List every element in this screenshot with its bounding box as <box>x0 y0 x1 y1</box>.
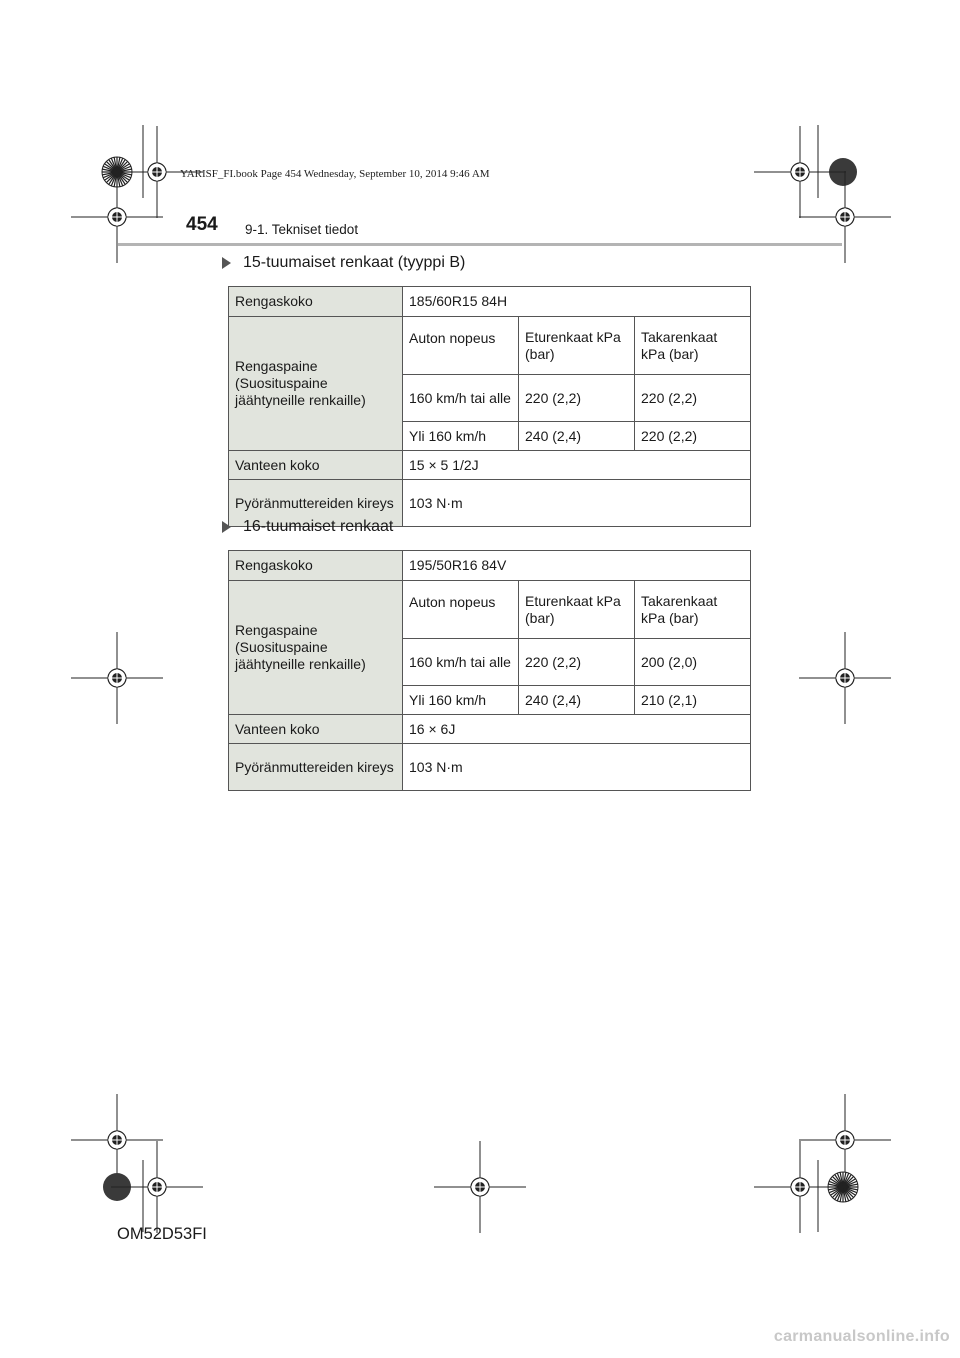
section-title: 9-1. Tekniset tiedot <box>245 222 359 237</box>
table-row <box>229 581 751 639</box>
rim-size-label: Vanteen koko <box>229 451 403 480</box>
rear-header: Takarenkaat kPa (bar) <box>635 317 751 375</box>
site-watermark: carmanualsonline.info <box>773 1328 950 1345</box>
speed-header: Auton nopeus <box>403 317 519 375</box>
speed-cell: Yli 160 km/h <box>403 422 519 451</box>
torque-value: 103 N·m <box>403 480 751 527</box>
heading-16-inch <box>222 518 393 536</box>
rim-size-label: Vanteen koko <box>229 715 403 744</box>
tire-table-16 <box>228 550 751 791</box>
tire-size-label: Rengaskoko <box>229 551 403 581</box>
heading-text: 16-tuumaiset renkaat <box>243 518 394 535</box>
table-row <box>229 744 751 791</box>
heading-text: 15-tuumaiset renkaat (tyyppi B) <box>243 254 466 271</box>
page-number: 454 <box>186 214 218 235</box>
book-info: YARISF_FI.book Page 454 Wednesday, September 10, 2014 9:46 AM <box>180 168 490 180</box>
tire-table-15 <box>228 286 751 527</box>
table-row <box>229 715 751 744</box>
rear-pressure-cell: 200 (2,0) <box>635 639 751 686</box>
tire-size-value: 195/50R16 84V <box>403 551 751 581</box>
speed-header: Auton nopeus <box>403 581 519 639</box>
front-pressure-cell: 240 (2,4) <box>519 422 635 451</box>
torque-label: Pyöränmuttereiden kireys <box>229 480 403 527</box>
table-row <box>229 287 751 317</box>
speed-cell: Yli 160 km/h <box>403 686 519 715</box>
rear-header: Takarenkaat kPa (bar) <box>635 581 751 639</box>
tire-size-label: Rengaskoko <box>229 287 403 317</box>
front-header: Eturenkaat kPa (bar) <box>519 581 635 639</box>
front-header: Eturenkaat kPa (bar) <box>519 317 635 375</box>
rear-pressure-cell: 210 (2,1) <box>635 686 751 715</box>
front-pressure-cell: 220 (2,2) <box>519 375 635 422</box>
pressure-label: Rengaspaine (Suosituspaine jäähtyneille renkaille) <box>229 317 403 451</box>
header-rule <box>118 243 842 246</box>
pressure-label: Rengaspaine (Suosituspaine jäähtyneille renkaille) <box>229 581 403 715</box>
speed-cell: 160 km/h tai alle <box>403 639 519 686</box>
rim-size-value: 15 × 5 1/2J <box>403 451 751 480</box>
heading-15-inch <box>222 254 465 272</box>
tire-size-value: 185/60R15 84H <box>403 287 751 317</box>
triangle-bullet-icon <box>222 257 231 269</box>
rear-pressure-cell: 220 (2,2) <box>635 375 751 422</box>
torque-value: 103 N·m <box>403 744 751 791</box>
speed-cell: 160 km/h tai alle <box>403 375 519 422</box>
table-row <box>229 551 751 581</box>
table-row <box>229 317 751 375</box>
triangle-bullet-icon <box>222 521 231 533</box>
document-code: OM52D53FI <box>117 1225 207 1243</box>
rear-pressure-cell: 220 (2,2) <box>635 422 751 451</box>
front-pressure-cell: 220 (2,2) <box>519 639 635 686</box>
front-pressure-cell: 240 (2,4) <box>519 686 635 715</box>
table-row <box>229 451 751 480</box>
rim-size-value: 16 × 6J <box>403 715 751 744</box>
torque-label: Pyöränmuttereiden kireys <box>229 744 403 791</box>
